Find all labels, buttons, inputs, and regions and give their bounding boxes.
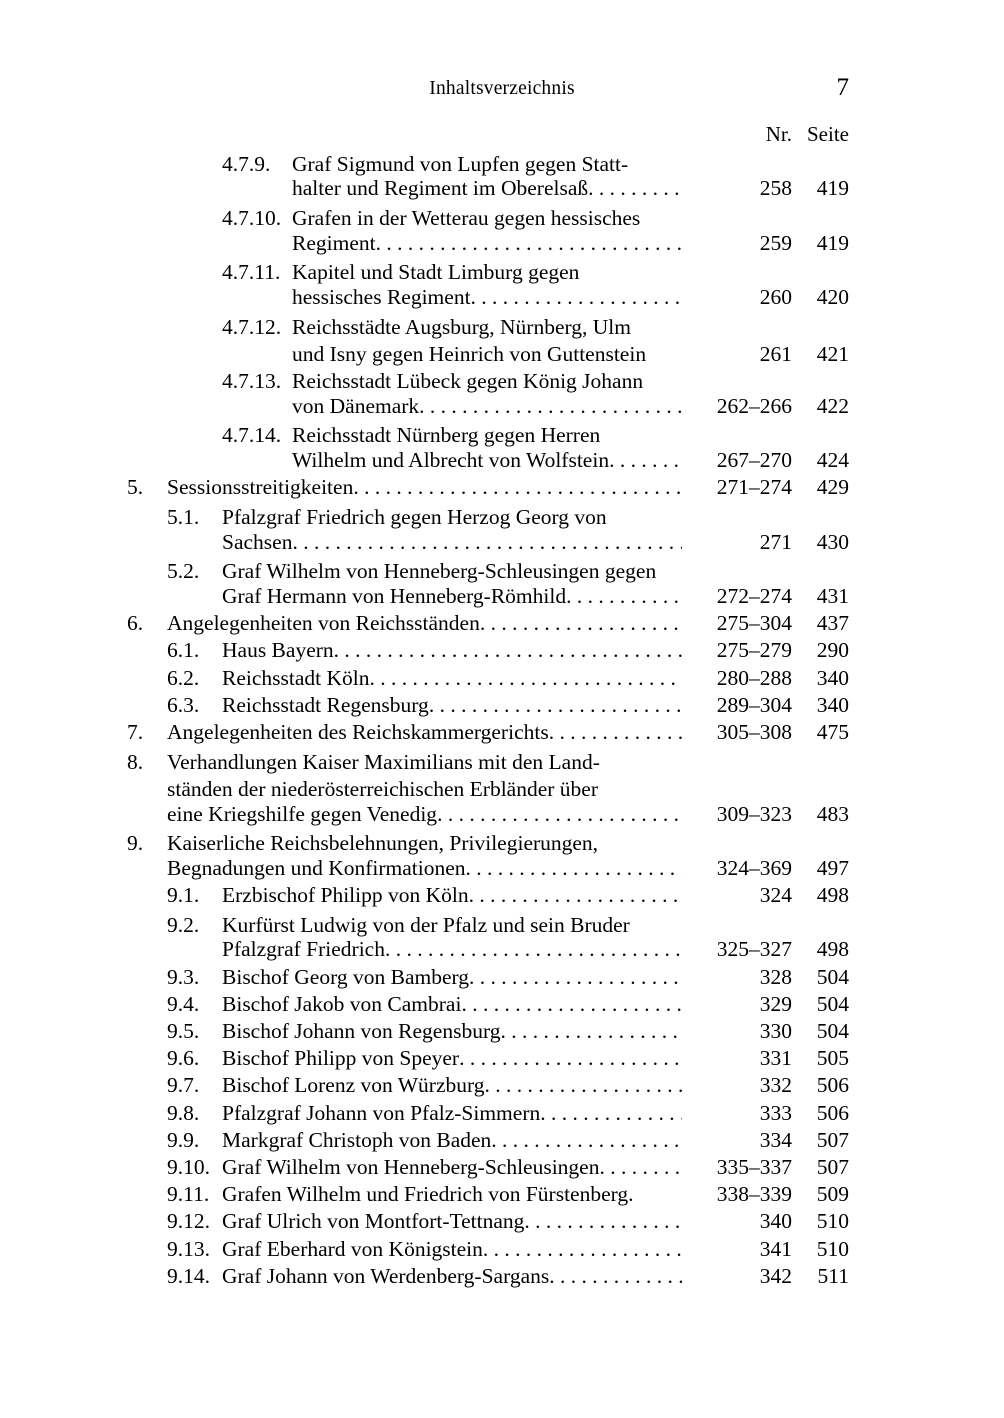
toc-entry-row[interactable] <box>127 475 849 502</box>
toc-entry-label: von Dänemark <box>292 393 420 418</box>
toc-entry-row[interactable] <box>127 339 849 366</box>
toc-dot-leader <box>579 258 682 280</box>
toc-entry-page-value: 498 <box>816 937 849 962</box>
toc-entry-label: Graf Sigmund von Lupfen gegen Statt- <box>292 151 629 176</box>
toc-entry-nr-value: 305–308 <box>716 719 792 744</box>
toc-entry-label: Graf Johann von Werdenberg-Sargans <box>222 1263 550 1288</box>
toc-dot-leader <box>640 203 682 225</box>
toc-dot-leader <box>469 965 682 987</box>
toc-entry-label: Pfalzgraf Friedrich gegen Herzog Georg von <box>222 504 607 529</box>
toc-entry-nr-value: 275–304 <box>716 611 792 636</box>
toc-entry-row[interactable] <box>127 1046 849 1073</box>
toc-entry-label: Angelegenheiten des Reichskammergerichts <box>167 719 549 744</box>
toc-entry-page-value: 507 <box>816 1127 849 1152</box>
toc-entry-nr-value: 259 <box>759 230 792 255</box>
toc-entry-number: 5.1. <box>167 504 200 529</box>
toc-entry-label: Bischof Johann von Regensburg <box>222 1019 501 1043</box>
toc-entry-number: 9.12. <box>167 1209 210 1234</box>
toc-entry-number: 8. <box>127 749 144 774</box>
toc-dot-leader <box>600 747 682 769</box>
toc-entry-nr-value: 329 <box>759 991 792 1016</box>
toc-entry-nr-value: 338–339 <box>716 1182 792 1207</box>
toc-entry-row[interactable] <box>127 1264 849 1291</box>
toc-entry-row[interactable] <box>127 231 849 258</box>
toc-dot-leader <box>598 829 682 851</box>
toc-entry-label: Haus Bayern <box>222 638 334 663</box>
toc-entry-page-value: 419 <box>816 176 849 201</box>
toc-entry-page-value: 340 <box>816 665 849 690</box>
toc-entry-page-value: 429 <box>816 475 849 500</box>
table-of-contents-list <box>127 149 849 1291</box>
toc-entry-label: Bischof Georg von Bamberg <box>222 964 470 989</box>
toc-dot-leader <box>630 910 682 932</box>
toc-entry-label: Begnadungen und Konfirmationen <box>167 855 466 880</box>
toc-entry-page-value: 430 <box>816 529 849 554</box>
toc-dot-leader <box>485 1073 682 1095</box>
toc-entry-nr-value: 271–274 <box>716 475 792 500</box>
toc-entry-row[interactable] <box>127 557 849 584</box>
toc-entry-page-value: 421 <box>816 341 849 366</box>
toc-entry-label: Regiment <box>292 230 376 255</box>
toc-entry-number: 9.11. <box>167 1182 210 1207</box>
toc-dot-leader <box>609 448 682 470</box>
toc-entry-page-value: 509 <box>816 1182 849 1207</box>
toc-entry-page-value: 504 <box>816 991 849 1016</box>
toc-dot-leader <box>370 666 683 688</box>
toc-entry-row[interactable] <box>127 502 849 529</box>
toc-entry-page-value: 475 <box>816 719 849 744</box>
toc-entry-row[interactable] <box>127 829 849 856</box>
toc-entry-number: 9.8. <box>167 1100 200 1125</box>
toc-entry-row[interactable] <box>127 802 849 829</box>
toc-entry-row[interactable] <box>127 285 849 312</box>
toc-entry-row[interactable] <box>127 203 849 230</box>
toc-entry-row[interactable] <box>127 367 849 394</box>
toc-entry-label: hessisches Regiment <box>292 284 471 309</box>
toc-entry-nr-value: 309–323 <box>716 801 792 826</box>
toc-entry-row[interactable] <box>127 1182 849 1209</box>
toc-entry-number: 6.3. <box>167 692 200 717</box>
toc-entry-row[interactable] <box>127 611 849 638</box>
running-head-title: Inhaltsverzeichnis <box>429 78 575 99</box>
toc-entry-row[interactable] <box>127 856 849 883</box>
toc-entry-number: 9.3. <box>167 964 200 989</box>
toc-dot-leader <box>540 1101 682 1123</box>
toc-dot-leader <box>471 285 682 307</box>
toc-dot-leader <box>469 883 682 905</box>
toc-entry-label: Graf Wilhelm von Henneberg-Schleusingen <box>222 1154 600 1179</box>
toc-entry-label: Graf Hermann von Henneberg-Römhild <box>222 584 567 608</box>
toc-entry-page-value: 510 <box>816 1209 849 1234</box>
column-header-seite: Seite <box>807 122 849 146</box>
toc-entry-page-value: 506 <box>816 1100 849 1125</box>
toc-entry-row[interactable] <box>127 1128 849 1155</box>
toc-entry-label: Angelegenheiten von Reichsständen <box>167 611 480 636</box>
toc-entry-page-value: 510 <box>816 1236 849 1261</box>
toc-entry-nr-value: 333 <box>759 1100 792 1125</box>
toc-entry-label: Pfalzgraf Johann von Pfalz-Simmern <box>222 1100 541 1125</box>
toc-entry-nr-value: 341 <box>759 1236 792 1261</box>
toc-entry-row[interactable] <box>127 937 849 964</box>
toc-dot-leader <box>631 312 682 334</box>
toc-entry-nr-value: 340 <box>759 1209 792 1234</box>
toc-dot-leader <box>419 394 682 416</box>
toc-entry-row[interactable] <box>127 774 849 801</box>
toc-entry-number: 9.1. <box>167 883 200 908</box>
toc-entry-number: 4.7.14. <box>222 423 282 448</box>
toc-entry-row[interactable] <box>127 1209 849 1236</box>
toc-entry-nr-value: 325–327 <box>716 937 792 962</box>
toc-entry-row[interactable] <box>127 421 849 448</box>
toc-entry-label: Markgraf Christoph von Baden <box>222 1127 492 1152</box>
toc-entry-number: 6.2. <box>167 665 200 690</box>
toc-entry-number: 9.5. <box>167 1019 200 1043</box>
toc-dot-leader <box>549 720 682 742</box>
toc-entry-row[interactable] <box>127 176 849 203</box>
toc-entry-row[interactable] <box>127 1101 849 1128</box>
toc-entry-page-value: 422 <box>816 393 849 418</box>
toc-entry-label: Graf Eberhard von Königstein <box>222 1236 483 1261</box>
toc-entry-label: Sachsen <box>222 529 293 554</box>
toc-entry-nr-value: 258 <box>759 176 792 201</box>
toc-dot-leader <box>607 502 682 524</box>
toc-entry-number: 9.2. <box>167 912 200 937</box>
toc-entry-row[interactable] <box>127 992 849 1019</box>
toc-dot-leader <box>566 584 682 606</box>
toc-entry-row[interactable] <box>127 149 849 176</box>
toc-dot-leader <box>656 557 682 579</box>
toc-entry-page-value: 420 <box>816 284 849 309</box>
toc-entry-row[interactable] <box>127 530 849 557</box>
toc-entry-row[interactable] <box>127 394 849 421</box>
toc-entry-row[interactable] <box>127 584 849 611</box>
toc-entry-nr-value: 332 <box>759 1073 792 1098</box>
toc-entry-label: Bischof Jakob von Cambrai <box>222 991 462 1016</box>
toc-entry-number: 9.7. <box>167 1073 200 1098</box>
toc-entry-number: 4.7.12. <box>222 314 282 339</box>
toc-entry-number: 9. <box>127 831 144 856</box>
toc-dot-leader <box>292 530 682 552</box>
toc-dot-leader <box>628 1182 682 1204</box>
toc-entry-nr-value: 289–304 <box>716 692 792 717</box>
toc-entry-nr-value: 342 <box>759 1263 792 1288</box>
toc-dot-leader <box>480 611 682 633</box>
toc-dot-leader <box>524 1209 682 1231</box>
toc-entry-page-value: 505 <box>816 1046 849 1071</box>
toc-entry-label: Kaiserliche Reichsbelehnungen, Privilegierungen, <box>167 831 599 856</box>
toc-entry-row[interactable] <box>127 720 849 747</box>
toc-entry-label: Kurfürst Ludwig von der Pfalz und sein Bruder <box>222 912 630 937</box>
toc-entry-number: 5.2. <box>167 559 200 584</box>
toc-entry-row[interactable] <box>127 747 849 774</box>
toc-dot-leader <box>599 1155 682 1177</box>
toc-entry-number: 9.9. <box>167 1127 200 1152</box>
toc-entry-nr-value: 267–270 <box>716 448 792 473</box>
toc-entry-page-value: 419 <box>816 230 849 255</box>
toc-entry-nr-value: 262–266 <box>716 393 792 418</box>
toc-dot-leader <box>459 1046 682 1068</box>
toc-entry-label: Sessionsstreitigkeiten <box>167 475 354 500</box>
toc-dot-leader <box>437 802 682 824</box>
toc-entry-number: 4.7.10. <box>222 205 282 230</box>
toc-dot-leader <box>353 475 682 497</box>
toc-dot-leader <box>466 856 682 878</box>
toc-entry-label: Reichsstädte Augsburg, Nürnberg, Ulm <box>292 314 631 339</box>
toc-dot-leader <box>334 638 682 660</box>
toc-entry-page-value: 504 <box>816 1019 849 1043</box>
toc-dot-leader <box>628 149 682 171</box>
toc-dot-leader <box>646 339 682 361</box>
toc-entry-page-value: 506 <box>816 1073 849 1098</box>
toc-entry-label: Bischof Philipp von Speyer <box>222 1046 460 1071</box>
toc-dot-leader <box>491 1128 682 1150</box>
toc-entry-page-value: 498 <box>816 883 849 908</box>
toc-entry-nr-value: 272–274 <box>716 584 792 608</box>
toc-entry-number: 6.1. <box>167 638 200 663</box>
toc-entry-number: 9.13. <box>167 1236 210 1261</box>
toc-entry-number: 9.6. <box>167 1046 200 1071</box>
toc-entry-nr-value: 324–369 <box>716 855 792 880</box>
toc-entry-row[interactable] <box>127 693 849 720</box>
toc-entry-nr-value: 331 <box>759 1046 792 1071</box>
toc-entry-nr-value: 271 <box>759 529 792 554</box>
toc-entry-nr-value: 330 <box>759 1019 792 1043</box>
toc-dot-leader <box>376 231 682 253</box>
toc-entry-label: Reichsstadt Köln <box>222 665 370 690</box>
toc-entry-label: Reichsstadt Nürnberg gegen Herren <box>292 423 601 448</box>
toc-entry-number: 9.4. <box>167 991 200 1016</box>
toc-entry-row[interactable] <box>127 1073 849 1100</box>
toc-entry-label: Wilhelm und Albrecht von Wolfstein <box>292 448 610 473</box>
toc-entry-page-value: 424 <box>816 448 849 473</box>
toc-entry-label: Graf Wilhelm von Henneberg-Schleusingen gegen <box>222 559 657 584</box>
toc-entry-row[interactable] <box>127 965 849 992</box>
running-head <box>0 76 1004 106</box>
toc-entry-page-value: 511 <box>817 1263 849 1288</box>
column-headers <box>0 121 1004 147</box>
toc-entry-label: Grafen Wilhelm und Friedrich von Fürstenberg <box>222 1182 629 1207</box>
toc-entry-page-value: 497 <box>816 855 849 880</box>
toc-entry-nr-value: 280–288 <box>716 665 792 690</box>
toc-entry-label: halter und Regiment im Oberelsaß <box>292 176 589 201</box>
toc-entry-row[interactable] <box>127 638 849 665</box>
toc-entry-label: Bischof Lorenz von Würzburg <box>222 1073 485 1098</box>
toc-entry-number: 9.14. <box>167 1263 210 1288</box>
toc-dot-leader <box>588 176 682 198</box>
toc-entry-number: 5. <box>127 475 144 500</box>
column-header-nr: Nr. <box>765 122 792 146</box>
toc-entry-label: Erzbischof Philipp von Köln <box>222 883 469 908</box>
toc-entry-label: Graf Ulrich von Montfort-Tettnang <box>222 1209 525 1234</box>
toc-entry-row[interactable] <box>127 258 849 285</box>
toc-entry-row[interactable] <box>127 910 849 937</box>
toc-entry-page-value: 504 <box>816 964 849 989</box>
toc-entry-nr-value: 335–337 <box>716 1154 792 1179</box>
toc-entry-number: 9.10. <box>167 1154 210 1179</box>
toc-dot-leader <box>598 774 682 796</box>
toc-entry-number: 4.7.9. <box>222 151 271 176</box>
toc-dot-leader <box>643 367 682 389</box>
toc-entry-nr-value: 334 <box>759 1127 792 1152</box>
toc-entry-label: ständen der niederösterreichischen Erbländer über <box>167 776 598 801</box>
toc-entry-label: eine Kriegshilfe gegen Venedig <box>167 801 438 826</box>
toc-dot-leader <box>483 1237 682 1259</box>
toc-entry-row[interactable] <box>127 312 849 339</box>
toc-entry-row[interactable] <box>127 883 849 910</box>
toc-entry-number: 4.7.13. <box>222 369 282 393</box>
toc-entry-page-value: 437 <box>816 611 849 636</box>
toc-entry-label: Pfalzgraf Friedrich <box>222 937 385 962</box>
toc-entry-number: 6. <box>127 611 144 636</box>
toc-entry-row[interactable] <box>127 1155 849 1182</box>
toc-entry-number: 7. <box>127 719 144 744</box>
toc-entry-page-value: 431 <box>816 584 849 608</box>
toc-entry-label: Grafen in der Wetterau gegen hessisches <box>292 205 641 230</box>
toc-entry-label: Reichsstadt Lübeck gegen König Johann <box>292 369 644 393</box>
toc-entry-row[interactable] <box>127 448 849 475</box>
toc-entry-nr-value: 328 <box>759 964 792 989</box>
toc-entry-page-value: 507 <box>816 1154 849 1179</box>
toc-dot-leader <box>385 937 682 959</box>
toc-dot-leader <box>429 693 682 715</box>
toc-entry-row[interactable] <box>127 1237 849 1264</box>
toc-entry-nr-value: 261 <box>759 341 792 366</box>
toc-entry-page-value: 290 <box>816 638 849 663</box>
toc-dot-leader <box>500 1019 682 1041</box>
toc-entry-page-value: 483 <box>816 801 849 826</box>
toc-entry-row[interactable] <box>127 666 849 693</box>
toc-dot-leader <box>600 421 682 443</box>
toc-dot-leader <box>549 1264 682 1286</box>
toc-entry-row[interactable] <box>127 1019 849 1046</box>
toc-entry-label: Kapitel und Stadt Limburg gegen <box>292 260 580 285</box>
toc-entry-nr-value: 260 <box>759 284 792 309</box>
toc-entry-label: und Isny gegen Heinrich von Guttenstein <box>292 341 647 366</box>
toc-dot-leader <box>461 992 682 1014</box>
toc-entry-number: 4.7.11. <box>222 260 281 285</box>
page-folio-number: 7 <box>836 74 849 101</box>
toc-entry-nr-value: 324 <box>759 883 792 908</box>
toc-entry-label: Verhandlungen Kaiser Maximilians mit den Land- <box>167 749 600 774</box>
toc-entry-page-value: 340 <box>816 692 849 717</box>
toc-entry-label: Reichsstadt Regensburg <box>222 692 429 717</box>
toc-entry-nr-value: 275–279 <box>716 638 792 663</box>
